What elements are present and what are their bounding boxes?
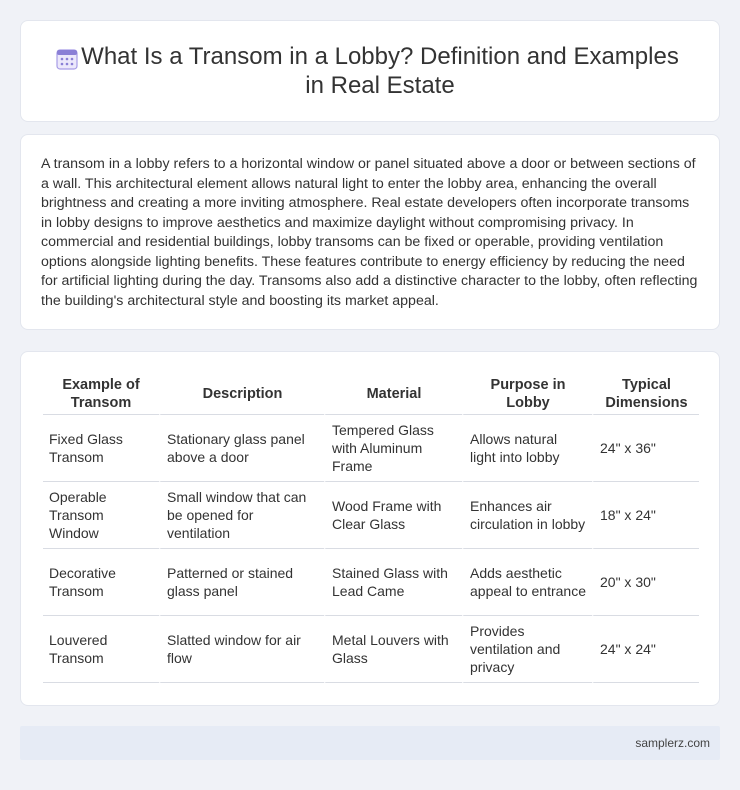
intro-card: [20, 134, 720, 330]
table-cell: Fixed Glass Transom: [43, 415, 159, 482]
header-card: [20, 20, 720, 122]
table-cell: Tempered Glass with Aluminum Frame: [324, 415, 462, 482]
table-cell: Allows natural light into lobby: [462, 415, 592, 482]
footer-site-link[interactable]: samplerz.com: [635, 736, 710, 750]
table-cell: 20" x 30": [592, 549, 699, 616]
table-cell: Stationary glass panel above a door: [159, 415, 324, 482]
column-header: Material: [324, 372, 462, 415]
table-row: [43, 482, 699, 549]
intro-paragraph: A transom in a lobby refers to a horizontal window or panel situated above a door or between sections of a wall. This architectural element allows natural light to enter the lobby area, enhancing the overall brightness and creating a more inviting atmosphere. Real estate developers often incorporate transoms in lobby designs to improve aesthetics and maximize daylight without compromising privacy. In commercial and residential buildings, lobby transoms can be fixed or operable, providing ventilation options alongside lighting benefits. These features contribute to energy efficiency by reducing the need for artificial lighting during the day. Transoms also add a distinctive character to the lobby, often reflecting the building's architectural style and boosting its market appeal.: [41, 156, 698, 309]
column-header: Typical Dimensions: [592, 372, 699, 415]
table-cell: Adds aesthetic appeal to entrance: [462, 549, 592, 616]
table-cell: Enhances air circulation in lobby: [462, 482, 592, 549]
table-row: [43, 415, 699, 482]
footer-bar: [20, 726, 720, 760]
page-title: What Is a Transom in a Lobby? Definition and Examples in Real Estate: [81, 43, 679, 99]
table-cell: 18" x 24": [592, 482, 699, 549]
table-cell: Metal Louvers with Glass: [324, 616, 462, 683]
table-cell: Slatted window for air flow: [159, 616, 324, 683]
column-header: Description: [159, 372, 324, 415]
table-cell: Small window that can be opened for ventilation: [159, 482, 324, 549]
table-cell: Wood Frame with Clear Glass: [324, 482, 462, 549]
table-cell: Provides ventilation and privacy: [462, 616, 592, 683]
table-card: [20, 351, 720, 706]
table-cell: Louvered Transom: [43, 616, 159, 683]
table-cell: 24" x 24": [592, 616, 699, 683]
column-header: Purpose in Lobby: [462, 372, 592, 415]
table-row: [43, 549, 699, 616]
transom-table: [43, 372, 699, 683]
table-cell: 24" x 36": [592, 415, 699, 482]
table-header-row: [43, 372, 699, 415]
table-cell: Stained Glass with Lead Came: [324, 549, 462, 616]
column-header: Example of Transom: [43, 372, 159, 415]
table-cell: Decorative Transom: [43, 549, 159, 616]
table-row: [43, 616, 699, 683]
table-cell: Operable Transom Window: [43, 482, 159, 549]
table-cell: Patterned or stained glass panel: [159, 549, 324, 616]
